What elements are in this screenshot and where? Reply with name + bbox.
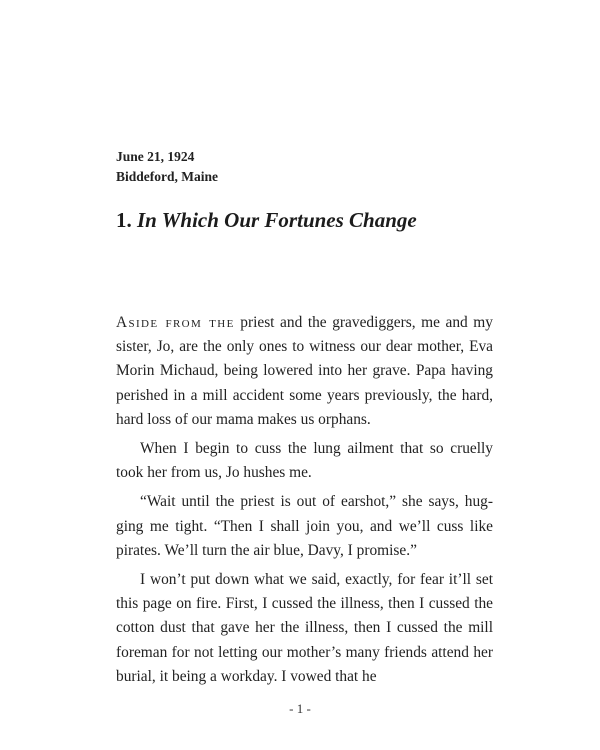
- chapter-title: [116, 205, 417, 235]
- chapter-body: [116, 311, 493, 689]
- lead-in-smallcaps: Aside from the: [116, 314, 235, 331]
- paragraph-1-text: priest and the gravediggers, me and my sister, Jo, are the only ones to witness our dear mother, Eva Morin Michaud, being lowered into her grave. Papa having perished in a mill accident some years previously, the hard, hard loss of our mama makes us orphans.: [116, 314, 493, 428]
- chapter-number: 1.: [116, 208, 132, 232]
- page-number: - 1 -: [289, 701, 311, 716]
- dateline-date: June 21, 1924: [116, 149, 195, 164]
- dateline: [116, 147, 218, 187]
- paragraph-3: “Wait until the priest is out of earshot,” she says, hugging me tight. “Then I shall join you, and we’ll cuss like pirates. We’ll turn the air blue, Davy, I promise.”: [116, 493, 493, 559]
- paragraph-1: [116, 311, 493, 432]
- paragraph-4: I won’t put down what we said, exactly, for fear it’ll set this page on fire. First, I cussed the illness, then I cussed the cotton dust that gave her the illness, then I cussed the mill foreman for not letting our mother’s many friends attend her burial, it being a workday. I vowed that he: [116, 571, 493, 685]
- paragraph-2: When I begin to cuss the lung ailment that so cruelly took her from us, Jo hushes me.: [116, 440, 493, 482]
- chapter-title-text: In Which Our Fortunes Change: [137, 208, 417, 232]
- dateline-place: Biddeford, Maine: [116, 169, 219, 184]
